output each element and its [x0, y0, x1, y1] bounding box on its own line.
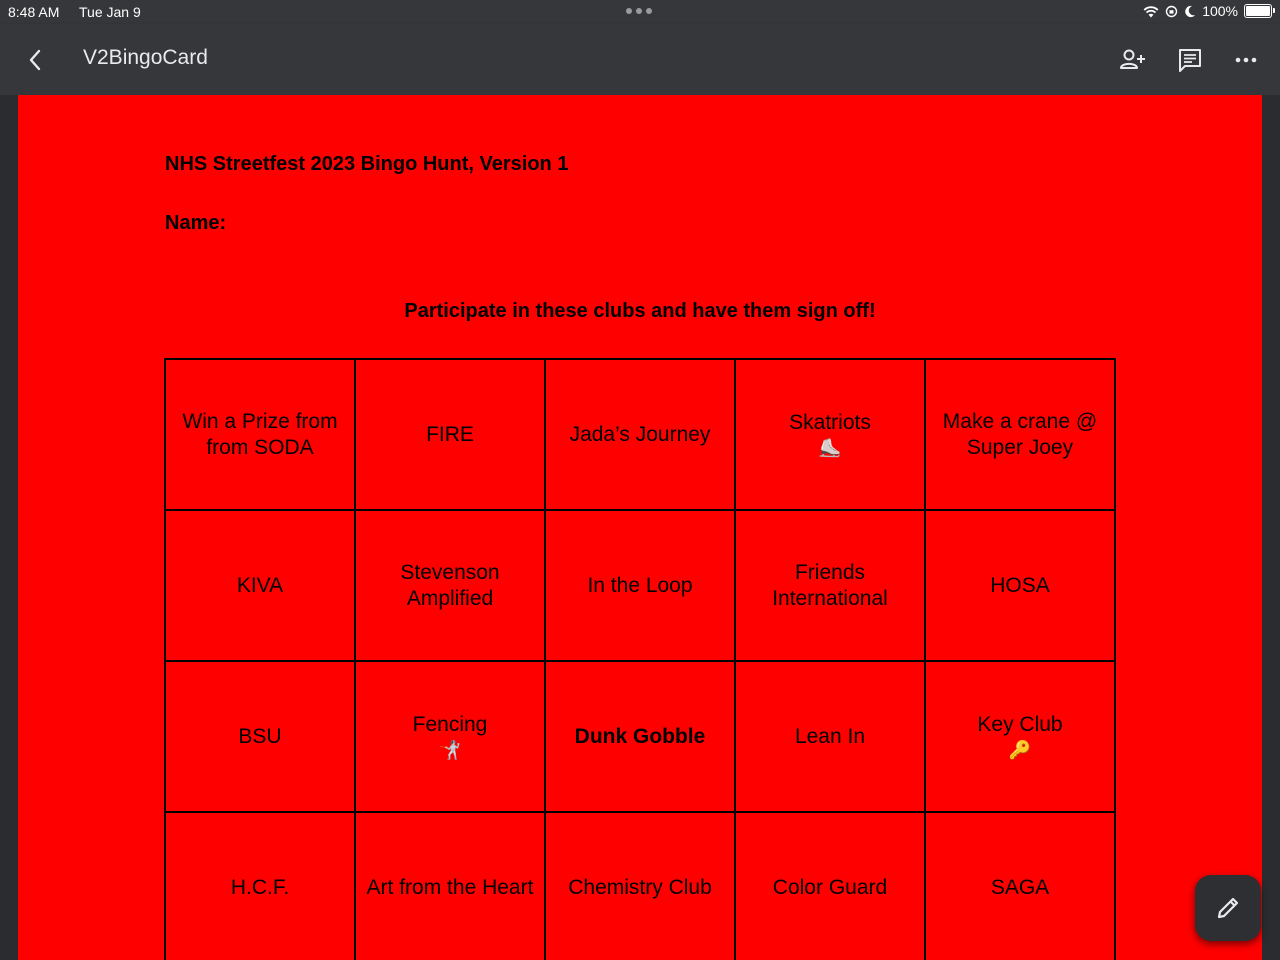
back-button[interactable]	[20, 46, 50, 74]
document-title: V2BingoCard	[83, 46, 208, 69]
share-button[interactable]	[1117, 44, 1149, 76]
moon-icon	[1184, 5, 1196, 18]
bingo-cell[interactable]	[165, 661, 355, 812]
add-person-icon	[1119, 48, 1147, 72]
bingo-cell[interactable]	[545, 812, 735, 960]
bingo-row	[165, 359, 1115, 510]
pencil-edit-icon	[1214, 894, 1242, 922]
bingo-cell[interactable]	[545, 359, 735, 510]
status-date: Tue Jan 9	[79, 4, 141, 20]
comments-button[interactable]	[1174, 44, 1206, 76]
app-toolbar	[0, 24, 1280, 95]
multitasking-dots-icon[interactable]	[626, 4, 654, 18]
bingo-grid	[164, 358, 1116, 960]
status-indicators	[1143, 3, 1272, 19]
status-time: 8:48 AM	[8, 4, 60, 20]
bingo-cell[interactable]	[165, 510, 355, 661]
bingo-cell-label: Key Club	[977, 712, 1063, 736]
bingo-cell-label: Stevenson Amplified	[400, 560, 500, 610]
more-options-icon	[1235, 57, 1257, 63]
bingo-cell-emoji: 🔑	[1008, 739, 1032, 760]
name-label: Name:	[165, 212, 227, 234]
bingo-cell[interactable]	[355, 510, 545, 661]
bingo-cell-label: SAGA	[990, 875, 1050, 899]
bingo-cell-label: KIVA	[236, 573, 284, 597]
document-page[interactable]	[18, 95, 1262, 960]
bingo-row	[165, 661, 1115, 812]
document-heading: NHS Streetfest 2023 Bingo Hunt, Version 1	[165, 153, 569, 175]
bingo-cell[interactable]	[545, 661, 735, 812]
bingo-cell-emoji: 🤺	[438, 739, 462, 760]
orientation-lock-icon	[1165, 5, 1178, 18]
bingo-cell[interactable]	[925, 812, 1115, 960]
battery-icon	[1244, 4, 1272, 18]
bingo-cell[interactable]	[355, 359, 545, 510]
bingo-cell[interactable]	[355, 812, 545, 960]
bingo-cell-label: Dunk Gobble	[574, 724, 706, 748]
bingo-cell[interactable]	[735, 661, 925, 812]
bingo-row	[165, 812, 1115, 960]
bingo-cell-label: BSU	[238, 724, 282, 748]
bingo-cell-label: Make a crane @ Super Joey	[942, 409, 1098, 459]
bingo-cell-label: HOSA	[990, 573, 1050, 597]
bingo-cell-label: Art from the Heart	[366, 875, 534, 899]
bingo-cell-label: Fencing	[412, 712, 488, 736]
bingo-cell-label: H.C.F.	[230, 875, 290, 899]
bingo-cell[interactable]	[925, 510, 1115, 661]
bingo-cell-emoji: ⛸️	[818, 437, 842, 458]
bingo-cell[interactable]	[165, 359, 355, 510]
edit-button[interactable]	[1195, 875, 1261, 941]
bingo-cell[interactable]	[545, 510, 735, 661]
bingo-cell-label: FIRE	[426, 422, 474, 446]
more-options-button[interactable]	[1230, 44, 1262, 76]
bingo-cell-label: In the Loop	[587, 573, 693, 597]
document-viewport[interactable]	[0, 95, 1280, 960]
battery-level	[1246, 6, 1270, 16]
bingo-cell[interactable]	[925, 359, 1115, 510]
bingo-cell-label: Lean In	[794, 724, 866, 748]
bingo-cell[interactable]	[165, 812, 355, 960]
comment-icon	[1177, 47, 1203, 73]
bingo-cell[interactable]	[735, 359, 925, 510]
status-bar	[0, 0, 1280, 24]
bingo-row	[165, 510, 1115, 661]
instructions-text: Participate in these clubs and have them sign off!	[404, 300, 876, 322]
bingo-cell-label: Friends International	[772, 560, 888, 610]
bingo-cell[interactable]	[735, 812, 925, 960]
back-chevron-icon	[28, 49, 42, 71]
bingo-cell[interactable]	[925, 661, 1115, 812]
bingo-cell-label: Jada’s Journey	[569, 422, 711, 446]
battery-percent: 100%	[1202, 3, 1238, 19]
bingo-cell-label: Color Guard	[772, 875, 888, 899]
bingo-cell[interactable]	[735, 510, 925, 661]
bingo-cell-label: Skatriots	[789, 410, 871, 434]
bingo-cell-label: Chemistry Club	[568, 875, 712, 899]
wifi-icon	[1143, 5, 1159, 18]
bingo-cell-label: Win a Prize from from SODA	[182, 409, 338, 459]
bingo-cell[interactable]	[355, 661, 545, 812]
